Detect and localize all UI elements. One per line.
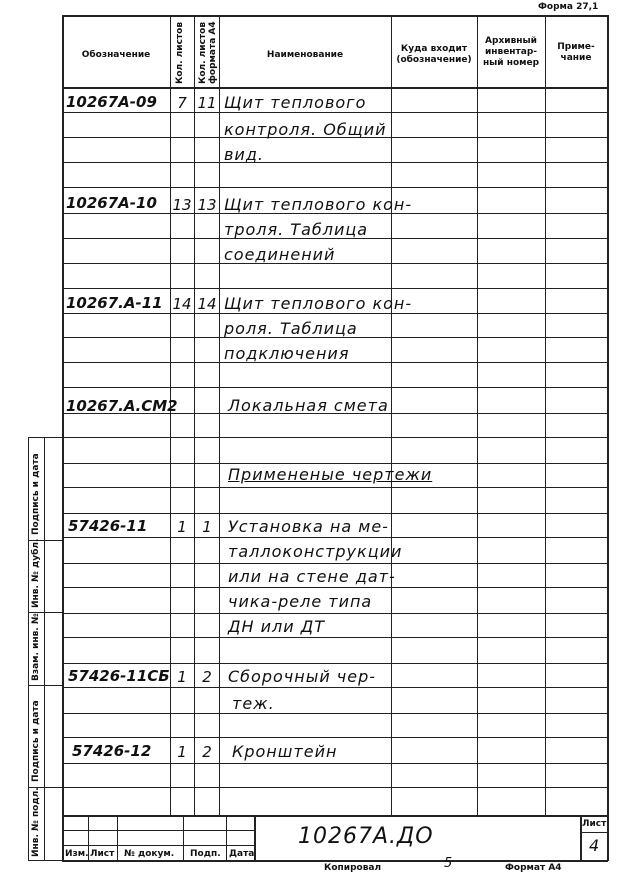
- row-7-designation: 57426-11СБ: [68, 667, 170, 685]
- col-line-2: [194, 15, 195, 815]
- row-8-designation: 57426-12: [72, 742, 152, 760]
- stamp-col-list: Лист: [90, 849, 115, 859]
- side-label-replace-inv: Взам. инв. №: [31, 613, 41, 681]
- row-8-line-1: Кронштейн: [232, 742, 338, 761]
- header-where-used: Куда входит (обозначение): [396, 44, 472, 65]
- row-line: [62, 763, 608, 764]
- row-line: [62, 737, 608, 738]
- row-7-sheets: 1: [177, 668, 187, 686]
- row-line: [62, 663, 608, 664]
- stamp-col-date: Дата: [229, 849, 255, 859]
- row-line: [62, 687, 608, 688]
- header-a4-sheets: Кол. листов формата А4: [198, 21, 218, 84]
- stamp-col-podp: Подп.: [190, 849, 221, 859]
- footer-copied: Копировал: [324, 863, 382, 873]
- row-6-line-4: чика-реле типа: [228, 592, 373, 611]
- footer-format: Формат А4: [505, 863, 562, 873]
- row-line: [62, 587, 608, 588]
- row-3-line-2: роля. Таблица: [224, 319, 358, 338]
- header-note: Приме- чание: [557, 42, 595, 63]
- stamp-v-list: [117, 815, 118, 861]
- side-line-0: [28, 437, 62, 438]
- row-1-line-3: вид.: [224, 145, 264, 164]
- row-1-line-2: контроля. Общий: [224, 120, 387, 139]
- frame-right: [607, 15, 609, 861]
- row-line: [62, 513, 608, 514]
- header-sheets-count: Кол. листов: [175, 21, 185, 84]
- side-margin-mid: [44, 437, 45, 861]
- row-7-a4: 2: [202, 668, 212, 686]
- row-line: [62, 787, 608, 788]
- stamp-v-podp: [226, 815, 227, 861]
- row-4-line-1: Локальная смета: [228, 396, 389, 415]
- side-label-sign-date-2: Подпись и дата: [31, 700, 41, 782]
- row-6-line-2: таллоконструкции: [228, 542, 403, 561]
- side-label-dup-inv: Инв. № дубл.: [31, 538, 41, 608]
- row-6-a4: 1: [202, 518, 212, 536]
- row-line: [62, 437, 608, 438]
- row-8-a4: 2: [202, 743, 212, 761]
- frame-left: [62, 15, 64, 861]
- side-label-sign-date-1: Подпись и дата: [31, 453, 41, 535]
- row-line: [62, 187, 608, 188]
- frame-bottom: [62, 860, 608, 862]
- row-7-line-2: теж.: [232, 694, 275, 713]
- stamp-sheet-number: 4: [589, 836, 601, 855]
- stamp-sheet-divider: [580, 832, 607, 833]
- row-2-a4: 13: [197, 196, 217, 214]
- row-2-line-3: соединений: [224, 245, 336, 264]
- row-line: [62, 537, 608, 538]
- row-2-line-2: троля. Таблица: [224, 220, 369, 239]
- header-designation: Обозначение: [81, 50, 151, 60]
- row-6-line-1: Установка на ме-: [228, 517, 389, 536]
- row-1-sheets: 7: [177, 94, 187, 112]
- row-line: [62, 463, 608, 464]
- row-4-designation: 10267.А.СМ2: [66, 397, 178, 415]
- row-1-a4: 11: [197, 94, 217, 112]
- row-line: [62, 288, 608, 289]
- row-8-sheets: 1: [177, 743, 187, 761]
- row-line: [62, 162, 608, 163]
- row-line: [62, 713, 608, 714]
- side-label-orig-inv: Инв. № подл.: [31, 787, 41, 857]
- stamp-top: [62, 815, 608, 817]
- stamp-col-izm: Изм.: [65, 849, 89, 859]
- header-name: Наименование: [266, 50, 344, 60]
- col-line-3: [219, 15, 220, 815]
- row-2-line-1: Щит теплового кон-: [224, 195, 413, 214]
- row-line: [62, 487, 608, 488]
- row-1-designation: 10267А-09: [66, 93, 157, 111]
- stamp-sheet-label: Лист: [582, 819, 607, 829]
- col-line-4: [391, 15, 392, 815]
- row-1-line-1: Щит теплового: [224, 93, 367, 112]
- stamp-doc-number: 10267А.ДО: [298, 824, 434, 849]
- col-line-6: [545, 15, 546, 815]
- row-6-line-5: ДН или ДТ: [228, 617, 325, 636]
- row-3-line-1: Щит теплового кон-: [224, 294, 413, 313]
- row-line: [62, 563, 608, 564]
- frame-top: [62, 15, 608, 17]
- row-3-designation: 10267.А-11: [66, 294, 163, 312]
- row-3-sheets: 14: [172, 295, 192, 313]
- row-6-line-3: или на стене дат-: [228, 567, 396, 586]
- col-line-5: [477, 15, 478, 815]
- row-3-a4: 14: [197, 295, 217, 313]
- side-line-5: [28, 860, 62, 861]
- row-2-designation: 10267А-10: [66, 194, 157, 212]
- header-bottom: [62, 87, 608, 89]
- side-margin-left: [28, 437, 29, 861]
- row-line: [62, 387, 608, 388]
- footer-mark: 5: [444, 856, 454, 871]
- stamp-col-doc: № докум.: [124, 849, 175, 859]
- row-2-sheets: 13: [172, 196, 192, 214]
- row-line: [62, 613, 608, 614]
- form-label: Форма 27,1: [538, 2, 599, 12]
- stamp-v-doc: [183, 815, 184, 861]
- row-7-line-1: Сборочный чер-: [228, 667, 377, 686]
- side-line-3: [28, 685, 62, 686]
- row-6-designation: 57426-11: [68, 517, 148, 535]
- row-6-sheets: 1: [177, 518, 187, 536]
- row-line: [62, 637, 608, 638]
- row-3-line-3: подключения: [224, 344, 350, 363]
- row-5-line-1: Примененые чертежи: [228, 465, 433, 484]
- header-archive-number: Архивный инвентар- ный номер: [482, 36, 540, 68]
